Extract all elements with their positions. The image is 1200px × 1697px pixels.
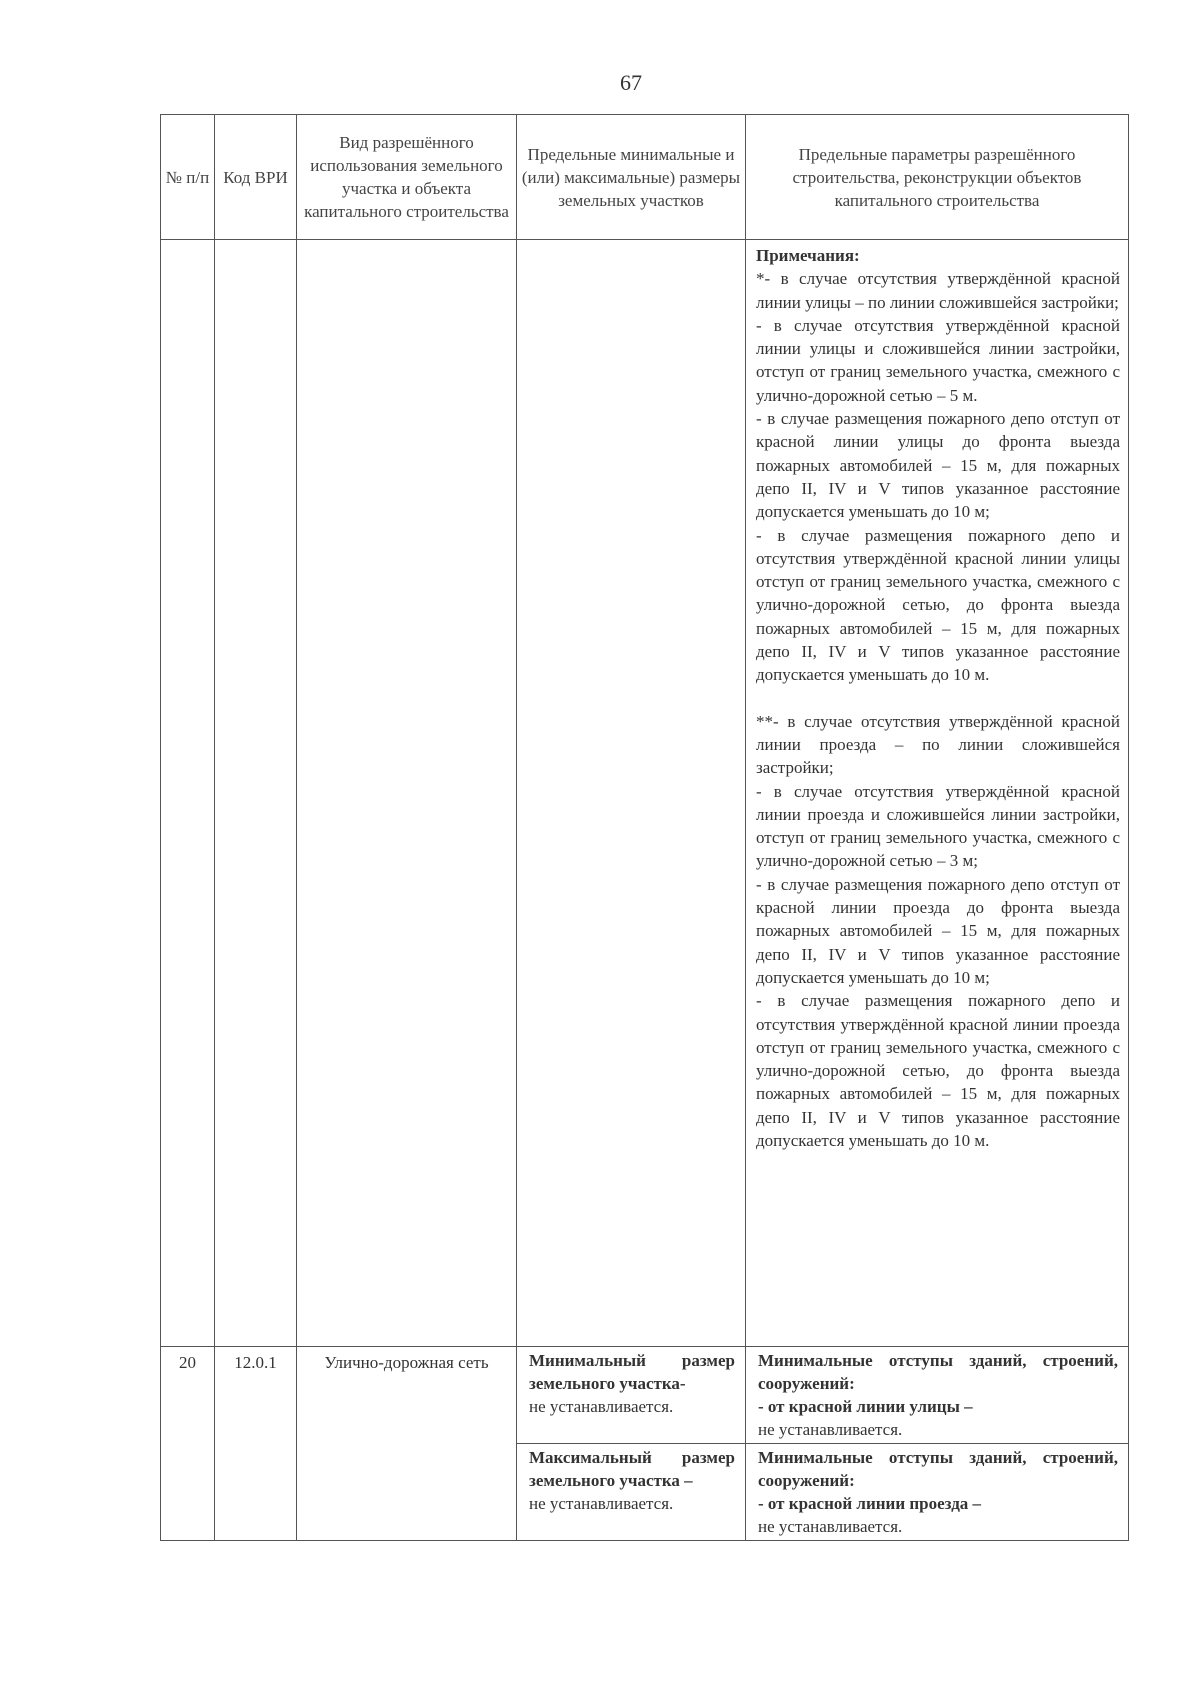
land-use-table bbox=[160, 114, 1129, 1541]
note-paragraph: - в случае размещения пожарного депо и отсутствия утверждённой красной линии улицы отступ от границ земельного участка, смежного с улично-дорожной сетью, до фронта выезда пожарных автомобилей – 15 м, для пожарных депо II, IV и V типов указанное расстояние допускается уменьшать до 10 м. bbox=[756, 525, 1120, 685]
note-paragraph: *- в случае отсутствия утверждённой красной линии улицы – по линии сложившейся застройки; bbox=[756, 269, 1120, 312]
header-num: № п/п bbox=[161, 115, 215, 240]
min-size-value: не устанавливается. bbox=[529, 1397, 674, 1416]
cell-num-empty bbox=[161, 240, 215, 1347]
note-paragraph: - в случае размещения пожарного депо отступ от красной линии улицы до фронта выезда пожарных автомобилей – 15 м, для пожарных депо II, IV и V типов указанное расстояние допускается уменьшать до 10 м; bbox=[756, 409, 1120, 522]
setback-passage-block bbox=[746, 1443, 1128, 1540]
note-paragraph: **- в случае отсутствия утверждённой красной линии проезда – по линии сложившейся застройки; bbox=[756, 711, 1120, 778]
setback-passage-value: не устанавливается. bbox=[758, 1517, 903, 1536]
header-kind: Вид разрешённого использования земельного участка и объекта капитального строительства bbox=[297, 115, 517, 240]
max-size-value: не устанавливается. bbox=[529, 1494, 674, 1513]
row-params-cell bbox=[746, 1347, 1129, 1541]
table-header-row bbox=[161, 115, 1129, 240]
setback-passage-title: Минимальные отступы зданий, строений, сооружений: bbox=[758, 1448, 1118, 1490]
cell-code-empty bbox=[215, 240, 297, 1347]
note-spacer bbox=[756, 687, 1120, 710]
notes-cell bbox=[746, 240, 1129, 1347]
header-size: Предельные минимальные и (или) максимальные) размеры земельных участков bbox=[517, 115, 746, 240]
page-number: 67 bbox=[620, 70, 642, 95]
setback-street-item: - от красной линии улицы – bbox=[758, 1397, 973, 1416]
setback-passage-item: - от красной линии проезда – bbox=[758, 1494, 982, 1513]
note-paragraph: - в случае размещения пожарного депо и отсутствия утверждённой красной линии проезда отступ от границ земельного участка, смежного с улично-дорожной сетью, до фронта выезда пожарных автомобилей – 15 м, для пожарных депо II, IV и V типов указанное расстояние допускается уменьшать до 10 м. bbox=[756, 991, 1120, 1150]
cell-kind-empty bbox=[297, 240, 517, 1347]
notes-title: Примечания: bbox=[756, 246, 860, 265]
row-size-cell bbox=[517, 1347, 746, 1541]
setback-street-value: не устанавливается. bbox=[758, 1420, 903, 1439]
row-code: 12.0.1 bbox=[215, 1347, 297, 1541]
table-row-20 bbox=[161, 1347, 1129, 1541]
cell-size-empty bbox=[517, 240, 746, 1347]
notes-block bbox=[746, 240, 1128, 1154]
note-paragraph: - в случае отсутствия утверждённой красной линии проезда и сложившейся линии застройки, отступ от границ земельного участка, смежного с улично-дорожной сетью – 3 м; bbox=[756, 781, 1120, 871]
row-num: 20 bbox=[161, 1347, 215, 1541]
setback-street-title: Минимальные отступы зданий, строений, сооружений: bbox=[758, 1351, 1118, 1393]
table-row-notes bbox=[161, 240, 1129, 1347]
note-paragraph: - в случае отсутствия утверждённой красной линии улицы и сложившейся линии застройки, отступ от границ земельного участка, смежного с улично-дорожной сетью – 5 м. bbox=[756, 315, 1120, 405]
max-size-title: Максимальный размер земельного участка – bbox=[529, 1448, 735, 1490]
max-size-block bbox=[517, 1443, 745, 1540]
min-size-block bbox=[517, 1347, 745, 1443]
min-size-title: Минимальный размер земельного участка- bbox=[529, 1351, 735, 1393]
note-paragraph: - в случае размещения пожарного депо отступ от красной линии проезда до фронта выезда пожарных автомобилей – 15 м, для пожарных депо II, IV и V типов указанное расстояние допускается уменьшать до 10 м; bbox=[756, 874, 1120, 987]
setback-street-block bbox=[746, 1347, 1128, 1443]
header-params: Предельные параметры разрешённого строительства, реконструкции объектов капитального строительства bbox=[746, 115, 1129, 240]
header-code: Код ВРИ bbox=[215, 115, 297, 240]
row-use-name: Улично-дорожная сеть bbox=[297, 1347, 517, 1541]
